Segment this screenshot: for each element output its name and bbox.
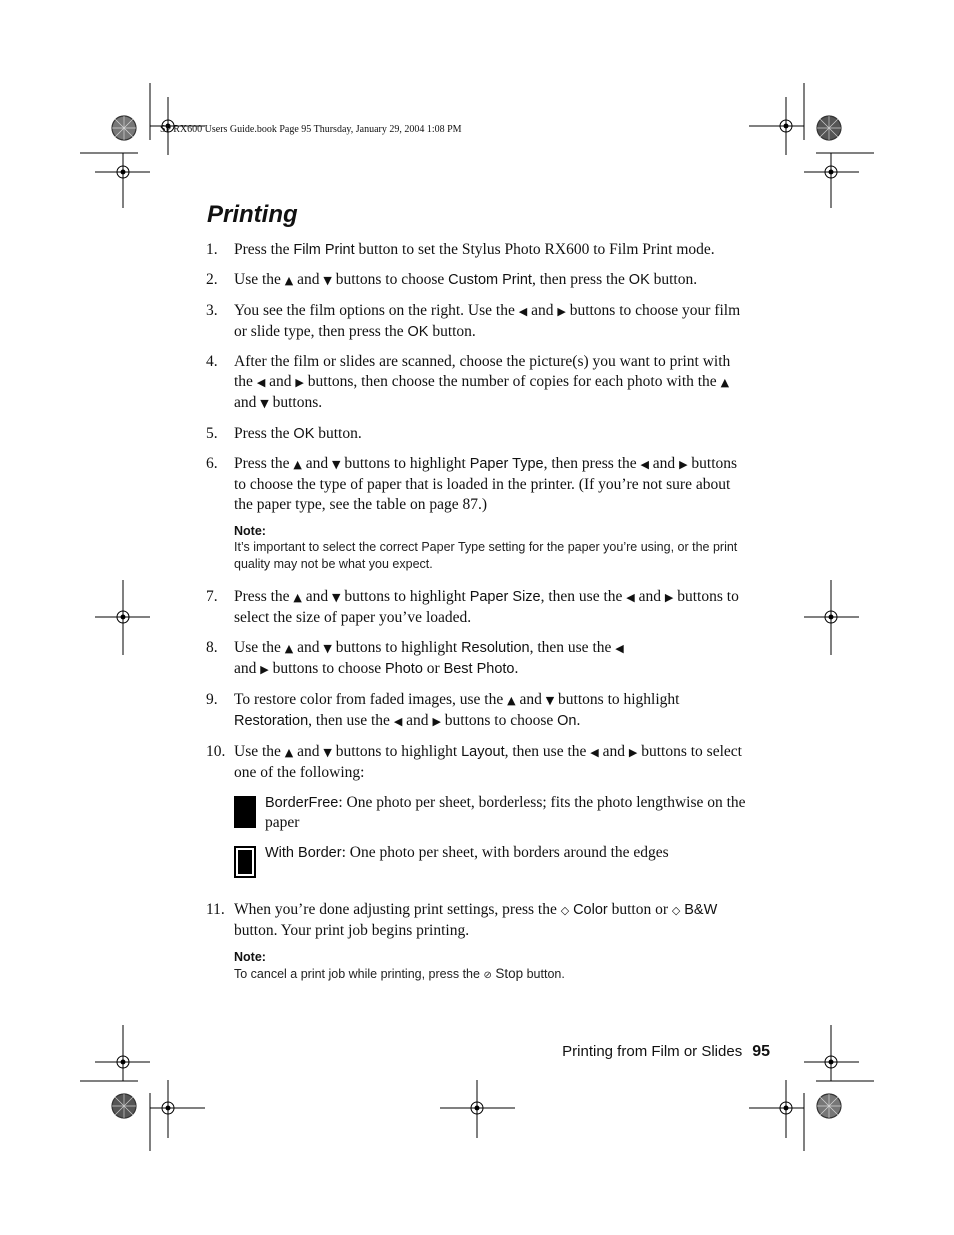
right-arrow-icon: ▶ (628, 746, 638, 759)
page-title: Printing (207, 201, 298, 228)
down-arrow-icon: ▼ (332, 591, 341, 604)
right-arrow-icon: ▶ (664, 591, 674, 604)
on-label: On (557, 713, 577, 729)
step-2: 2. Use the ▲ and ▼ buttons to choose Custom Print, then press the OK button. (206, 270, 751, 291)
step-number: 10. (206, 743, 226, 760)
up-arrow-icon: ▲ (293, 458, 302, 471)
down-arrow-icon: ▼ (545, 694, 555, 707)
left-arrow-icon: ◀ (518, 305, 528, 318)
step-number: 9. (206, 691, 218, 708)
down-arrow-icon: ▼ (323, 642, 332, 655)
step-number: 3. (206, 302, 218, 319)
up-arrow-icon: ▲ (284, 746, 294, 759)
step-number: 4. (206, 353, 218, 370)
with-border-layout-icon (234, 846, 256, 878)
right-arrow-icon: ▶ (679, 458, 688, 471)
left-arrow-icon: ◀ (256, 376, 266, 389)
step-7: 7. Press the ▲ and ▼ buttons to highlight Paper Size, then use the ◀ and ▶ buttons to select the size of paper you’ve loaded. (206, 588, 739, 626)
bw-label: B&W (684, 902, 718, 918)
footer-section-title: Printing from Film or Slides (562, 1043, 743, 1060)
ok-label: OK (293, 426, 315, 442)
left-arrow-icon: ◀ (640, 458, 649, 471)
step-8: 8. Use the ▲ and ▼ buttons to highlight Resolution, then use the ◀ and ▶ buttons to choose Photo or Best Photo. (206, 638, 751, 680)
down-arrow-icon: ▼ (323, 274, 332, 287)
page-number: 95 (752, 1043, 770, 1060)
left-arrow-icon: ◀ (626, 591, 635, 604)
steps-list (206, 240, 751, 998)
step-10: 10. Use the ▲ and ▼ buttons to highlight Layout, then use the ◀ and ▶ buttons to select one of the following: BorderFree: One photo per sheet, borderless; fits the photo lengthwise on the paper With Border: One photo per sheet, with borders around the edges (206, 742, 751, 890)
photo-label: Photo (384, 661, 423, 677)
option-with-border: With Border: One photo per sheet, with borders around the edges (234, 843, 751, 878)
ok-label: OK (407, 324, 429, 340)
up-arrow-icon: ▲ (284, 274, 294, 287)
step-4: 4. After the film or slides are scanned, choose the picture(s) you want to print with the ◀ and ▶ buttons, then choose the number of copies for each photo with the ▲ and ▼ buttons. (206, 352, 751, 414)
step-number: 7. (206, 588, 218, 605)
step-6: 6. Press the ▲ and ▼ buttons to highlight Paper Type, then press the ◀ and ▶ buttons to choose the type of paper that is loaded in the printer. (If you’re not sure about the paper type, see the table on page 87.) Note: It’s important to select the correct Paper Type setting for the paper you’re using, or the print quality may not be what you expect. (206, 454, 751, 577)
stop-label: Stop (495, 966, 524, 981)
step-9: 9. To restore color from faded images, use the ▲ and ▼ buttons to highlight Restoration, then use the ◀ and ▶ buttons to choose On. (206, 690, 751, 732)
step-3: 3. You see the film options on the right. Use the ◀ and ▶ buttons to choose your film or slide type, then press the OK button. (206, 302, 741, 340)
color-label: Color (573, 902, 608, 918)
step-5: 5. Press the OK button. (206, 425, 362, 442)
up-arrow-icon: ▲ (507, 694, 516, 707)
step-11: 11. When you’re done adjusting print settings, press the ◇ Color button or ◇ B&W button. Your print job begins printing. Note: To cancel a print job while printing, press the ⊘ Stop button. (206, 900, 751, 988)
option-borderfree: BorderFree: One photo per sheet, borderless; fits the photo lengthwise on the paper (234, 793, 751, 833)
start-diamond-icon: ◇ (671, 904, 681, 917)
paper-type-label: Paper Type (469, 456, 544, 472)
step-number: 6. (206, 455, 218, 472)
layout-label: Layout (461, 744, 505, 760)
down-arrow-icon: ▼ (323, 746, 332, 759)
step-number: 8. (206, 639, 218, 656)
book-header-info: SP RX600 Users Guide.book Page 95 Thursday, January 29, 2004 1:08 PM (160, 124, 462, 135)
right-arrow-icon: ▶ (295, 376, 304, 389)
note-cancel: Note: To cancel a print job while printing, press the ⊘ Stop button. (234, 950, 565, 981)
borderfree-layout-icon (234, 796, 256, 828)
resolution-label: Resolution (461, 640, 530, 656)
note-paper-type: Note: It’s important to select the correct Paper Type setting for the paper you’re using, or the print quality may not be what you expect. (234, 524, 738, 571)
film-print-label: Film Print (293, 242, 355, 258)
custom-print-label: Custom Print (448, 272, 532, 288)
restoration-label: Restoration (234, 713, 309, 729)
page-footer (562, 1043, 770, 1061)
up-arrow-icon: ▲ (284, 642, 294, 655)
right-arrow-icon: ▶ (260, 663, 269, 676)
step-number: 1. (206, 241, 218, 258)
up-arrow-icon: ▲ (720, 376, 730, 389)
left-arrow-icon: ◀ (590, 746, 599, 759)
left-arrow-icon: ◀ (393, 715, 403, 728)
step-1: 1. Press the Film Print button to set the Stylus Photo RX600 to Film Print mode. (206, 241, 715, 258)
step-number: 5. (206, 425, 218, 442)
right-arrow-icon: ▶ (557, 305, 566, 318)
ok-label: OK (628, 272, 650, 288)
right-arrow-icon: ▶ (432, 715, 441, 728)
up-arrow-icon: ▲ (293, 591, 302, 604)
down-arrow-icon: ▼ (260, 397, 269, 410)
step-number: 11. (206, 901, 225, 918)
step-number: 2. (206, 271, 218, 288)
left-arrow-icon: ◀ (615, 642, 624, 655)
start-diamond-icon: ◇ (560, 904, 570, 917)
paper-size-label: Paper Size (469, 589, 541, 605)
best-photo-label: Best Photo (443, 661, 515, 677)
stop-icon: ⊘ (483, 970, 492, 981)
down-arrow-icon: ▼ (332, 458, 341, 471)
